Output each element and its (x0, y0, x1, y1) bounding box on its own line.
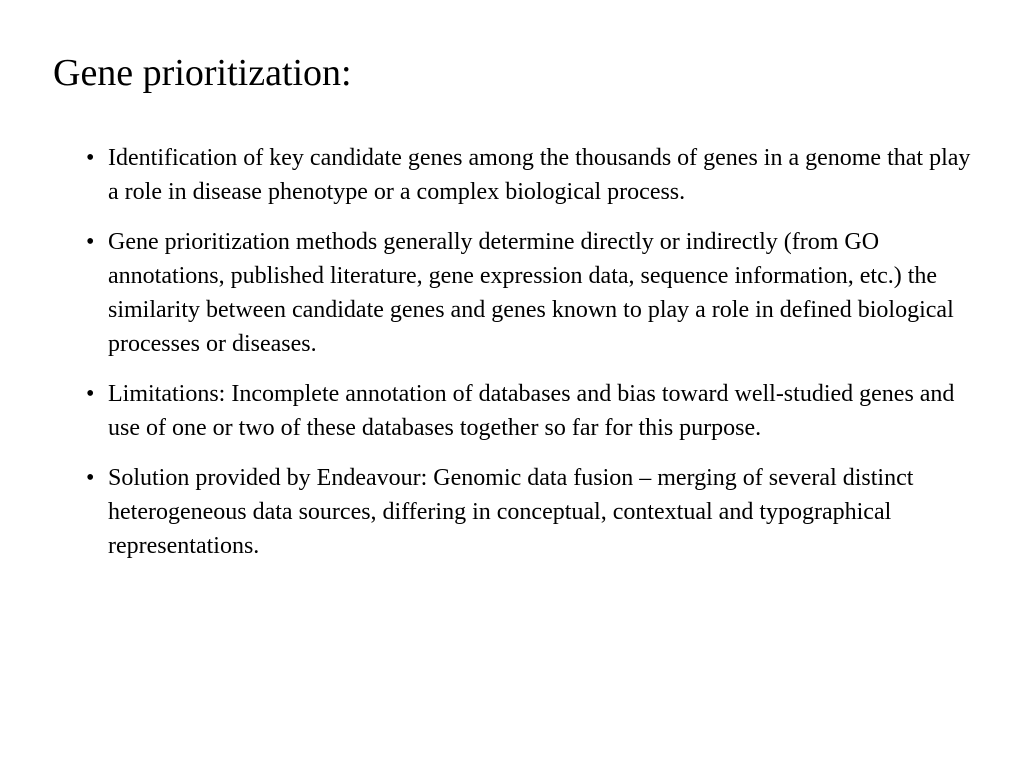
bullet-marker: • (86, 381, 95, 407)
bullet-item (84, 225, 974, 361)
slide-title: Gene prioritization: (53, 52, 352, 94)
bullet-text: Solution provided by Endeavour: Genomic data fusion – merging of several distinct heterogeneous data sources, differing in conceptual, contextual and typographical representations. (108, 465, 914, 559)
bullet-item (84, 141, 974, 209)
bullet-text: Limitations: Incomplete annotation of databases and bias toward well-studied genes and use of one or two of these databases together so far for this purpose. (108, 381, 955, 441)
bullet-list (84, 141, 974, 579)
bullet-marker: • (86, 229, 95, 255)
bullet-marker: • (86, 465, 95, 491)
bullet-item (84, 461, 974, 563)
bullet-text: Gene prioritization methods generally determine directly or indirectly (from GO annotations, published literature, gene expression data, sequence information, etc.) the similarity between candidate genes and genes known to play a role in defined biological processes or diseases. (108, 229, 954, 357)
bullet-marker: • (86, 145, 95, 171)
bullet-text: Identification of key candidate genes among the thousands of genes in a genome that play a role in disease phenotype or a complex biological process. (108, 145, 971, 205)
bullet-item (84, 377, 974, 445)
